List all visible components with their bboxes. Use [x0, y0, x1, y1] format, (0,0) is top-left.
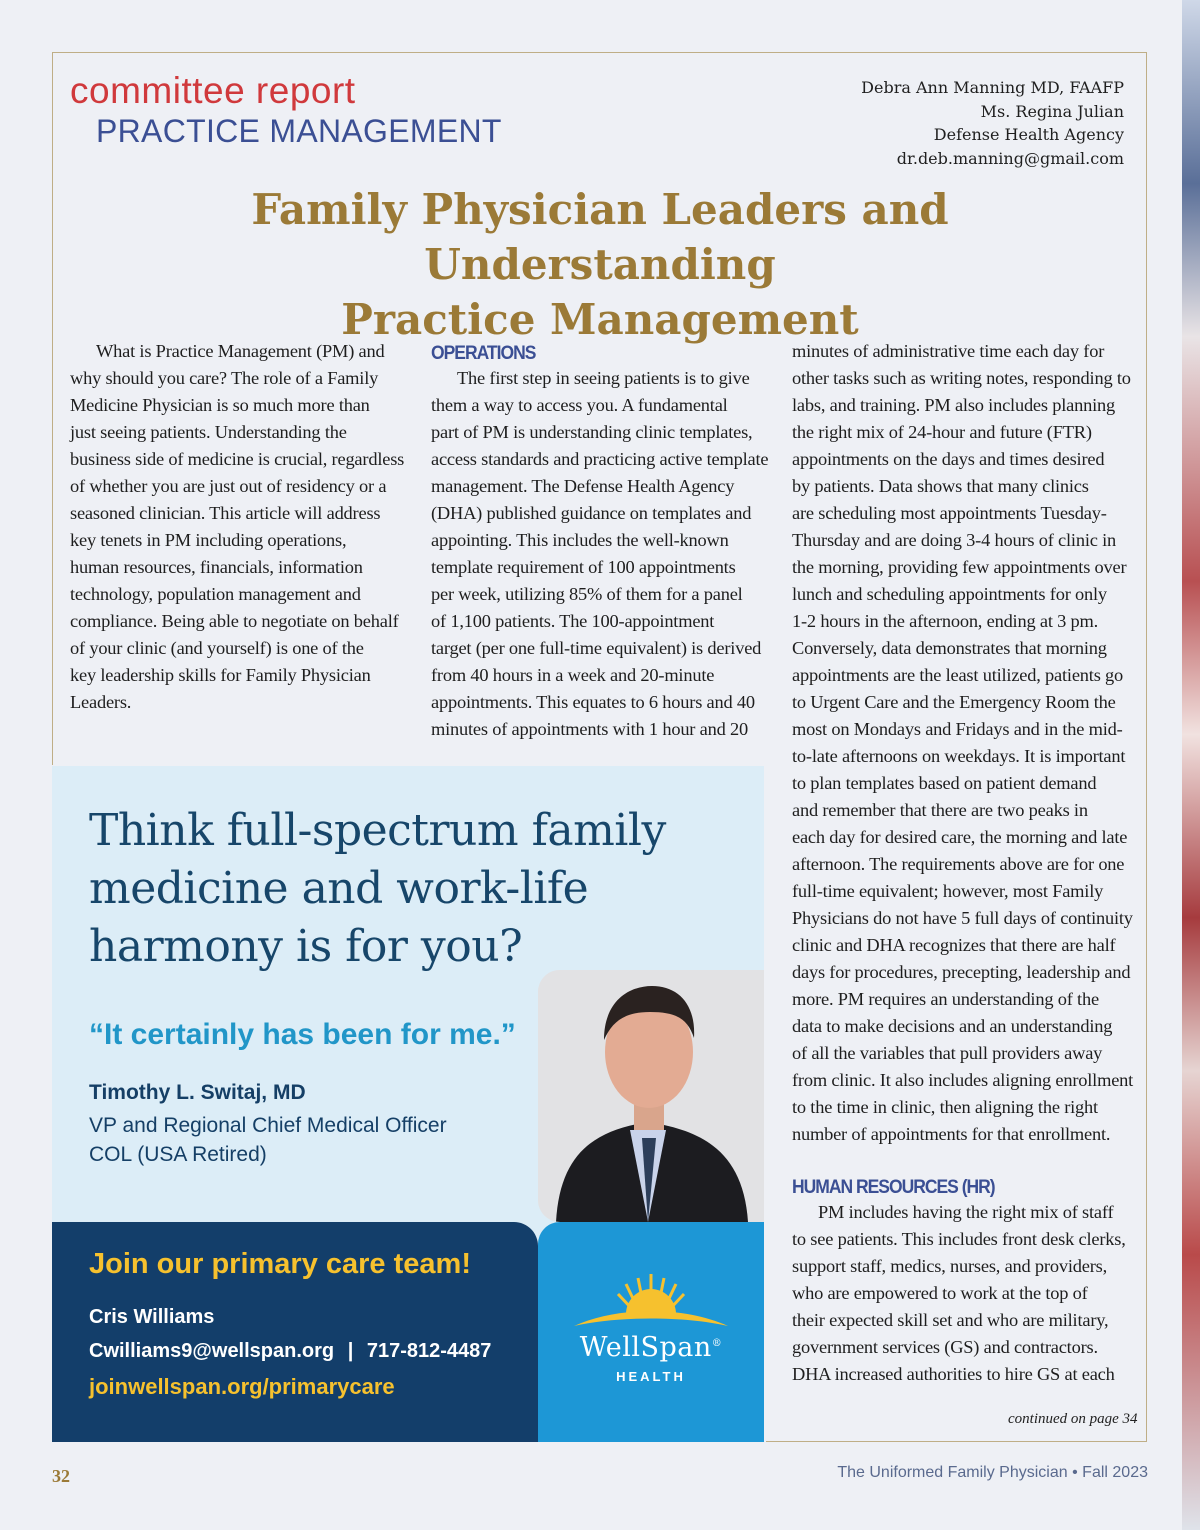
body-line: to Urgent Care and the Emergency Room the [792, 692, 1116, 712]
ad-contact-name: Cris Williams [89, 1306, 215, 1328]
body-line: labs, and training. PM also includes planning [792, 395, 1116, 415]
article-column-3 [792, 338, 1137, 1388]
body-line: of 1,100 patients. The 100-appointment [431, 611, 715, 631]
body-line: appointments are the least utilized, patients go [792, 665, 1124, 685]
ad-person-name: Timothy L. Switaj, MD [89, 1081, 306, 1104]
body-line: minutes of administrative time each day for [792, 341, 1105, 361]
ad-phone[interactable]: 717-812-4487 [366, 1340, 492, 1362]
author-name: Ms. Regina Julian [980, 101, 1124, 121]
body-line: seasoned clinician. This article will address [70, 503, 381, 523]
body-line: government services (GS) and contractors. [792, 1337, 1098, 1357]
body-line: why should you care? The role of a Family [70, 368, 379, 388]
committee-label: committee report [70, 70, 356, 111]
body-line: most on Mondays and Fridays and in the mid- [792, 719, 1123, 739]
body-line: The first step in seeing patients is to give [457, 368, 750, 388]
body-line: business side of medicine is crucial, regardless [70, 449, 405, 469]
logo-health-label: HEALTH [616, 1369, 686, 1384]
author-name: Debra Ann Manning MD, FAAFP [861, 78, 1124, 97]
body-line: by patients. Data shows that many clinics [792, 476, 1089, 496]
body-line: DHA increased authorities to hire GS at each [792, 1364, 1115, 1384]
body-line: management. The Defense Health Agency [431, 476, 735, 496]
ad-headline-line: harmony is for you? [89, 921, 523, 972]
body-line: just seeing patients. Understanding the [70, 422, 347, 442]
magazine-footer [837, 1464, 1148, 1482]
footer-bullet: • [1072, 1464, 1078, 1481]
logo-name: WellSpan [579, 1332, 712, 1363]
body-line: to plan templates based on patient demand [792, 773, 1097, 793]
body-line: days for procedures, precepting, leadership and [792, 962, 1131, 982]
body-line: What is Practice Management (PM) and [96, 341, 385, 361]
title-line: Family Physician Leaders and Understanding [251, 185, 949, 289]
body-line: number of appointments for that enrollment. [792, 1124, 1111, 1144]
flag-photo-edge [1182, 0, 1200, 1530]
body-line: 1-2 hours in the afternoon, ending at 3 pm. [792, 611, 1099, 631]
wellspan-advertisement[interactable] [52, 766, 764, 1442]
body-line: minutes of appointments with 1 hour and 20 [431, 719, 748, 739]
ad-headline [89, 802, 709, 976]
body-line: who are empowered to work at the top of [792, 1283, 1088, 1303]
body-line: key tenets in PM including operations, [70, 530, 347, 550]
body-line: the morning, providing few appointments over [792, 557, 1127, 577]
separator: | [347, 1340, 354, 1362]
body-line: and remember that there are two peaks in [792, 800, 1088, 820]
portrait-illustration [538, 970, 764, 1222]
ad-url-link[interactable]: joinwellspan.org/primarycare [89, 1374, 395, 1399]
ad-role-line: VP and Regional Chief Medical Officer [89, 1114, 447, 1137]
body-line: appointing. This includes the well-known [431, 530, 729, 550]
issue-label: Fall 2023 [1082, 1464, 1148, 1481]
body-line: human resources, financials, information [70, 557, 363, 577]
body-line: PM includes having the right mix of staff [818, 1202, 1114, 1222]
body-line: access standards and practicing active template [431, 449, 769, 469]
body-line: from clinic. It also includes aligning enrollment [792, 1070, 1134, 1090]
body-line: other tasks such as writing notes, responding to [792, 368, 1131, 388]
body-line: to-late afternoons on weekdays. It is important [792, 746, 1126, 766]
author-email: dr.deb.manning@gmail.com [896, 148, 1124, 168]
body-line: key leadership skills for Family Physician [70, 665, 371, 685]
body-line: to see patients. This includes front desk clerks, [792, 1229, 1126, 1249]
article-title [80, 182, 1120, 347]
body-line: the right mix of 24-hour and future (FTR) [792, 422, 1092, 442]
body-line: Medicine Physician is so much more than [70, 395, 370, 415]
body-line: afternoon. The requirements above are for one [792, 854, 1125, 874]
body-line: each day for desired care, the morning and late [792, 827, 1128, 847]
operations-heading: OPERATIONS [431, 341, 536, 364]
ad-person-role [89, 1111, 447, 1169]
author-affiliation: Defense Health Agency [933, 125, 1124, 144]
body-line: Conversely, data demonstrates that morning [792, 638, 1107, 658]
ad-headline-line: Think full-spectrum family [89, 805, 666, 856]
ad-email-link[interactable]: Cwilliams9@wellspan.org [89, 1340, 335, 1362]
body-line: their expected skill set and who are military, [792, 1310, 1109, 1330]
logo-reg: ® [711, 1338, 723, 1349]
body-line: data to make decisions and an understanding [792, 1016, 1113, 1036]
ad-contact-panel [52, 1222, 538, 1442]
magazine-name: The Uniformed Family Physician [837, 1464, 1068, 1481]
article-column-1 [70, 338, 415, 716]
hr-heading: HUMAN RESOURCES (HR) [792, 1175, 995, 1198]
body-line: appointments. This equates to 6 hours and 40 [431, 692, 755, 712]
body-line: lunch and scheduling appointments for only [792, 584, 1107, 604]
article-column-2 [431, 338, 776, 743]
ad-quote: “It certainly has been for me.” [89, 1018, 516, 1051]
title-line: Practice Management [341, 295, 859, 344]
body-line: more. PM requires an understanding of the [792, 989, 1099, 1009]
body-line: Leaders. [70, 692, 132, 712]
body-line: part of PM is understanding clinic templates, [431, 422, 753, 442]
body-line: from 40 hours in a week and 20-minute [431, 665, 715, 685]
continued-note: continued on page 34 [1008, 1411, 1138, 1427]
body-line: support staff, medics, nurses, and providers, [792, 1256, 1107, 1276]
body-line: of whether you are just out of residency or a [70, 476, 387, 496]
body-line: are scheduling most appointments Tuesday- [792, 503, 1107, 523]
body-line: Thursday and are doing 3-4 hours of clinic in [792, 530, 1116, 550]
body-line: full-time equivalent; however, most Family [792, 881, 1104, 901]
ad-headline-line: medicine and work-life [89, 863, 589, 914]
body-line: clinic and DHA recognizes that there are half [792, 935, 1116, 955]
body-line: to the time in clinic, then aligning the right [792, 1097, 1098, 1117]
ad-role-line: COL (USA Retired) [89, 1143, 267, 1166]
logo-wordmark [538, 1332, 764, 1363]
ad-contact-line [89, 1340, 491, 1363]
author-block [861, 76, 1124, 170]
wellspan-logo-panel [538, 1222, 764, 1442]
body-line: appointments on the days and times desired [792, 449, 1105, 469]
sunrise-logo-icon [538, 1222, 764, 1332]
body-line: Physicians do not have 5 full days of continuity [792, 908, 1133, 928]
body-line: template requirement of 100 appointments [431, 557, 736, 577]
doctor-portrait-photo [538, 970, 764, 1222]
ad-join-cta: Join our primary care team! [89, 1248, 471, 1280]
page-number: 32 [52, 1466, 70, 1486]
body-line: (DHA) published guidance on templates and [431, 503, 752, 523]
body-line: per week, utilizing 85% of them for a panel [431, 584, 743, 604]
body-line: them a way to access you. A fundamental [431, 395, 728, 415]
body-line: of your clinic (and yourself) is one of the [70, 638, 364, 658]
section-label: PRACTICE MANAGEMENT [96, 113, 502, 149]
body-line: technology, population management and [70, 584, 361, 604]
body-line: target (per one full-time equivalent) is derived [431, 638, 762, 658]
body-line: compliance. Being able to negotiate on behalf [70, 611, 399, 631]
body-line: of all the variables that pull providers away [792, 1043, 1103, 1063]
spacer [792, 1148, 1137, 1172]
